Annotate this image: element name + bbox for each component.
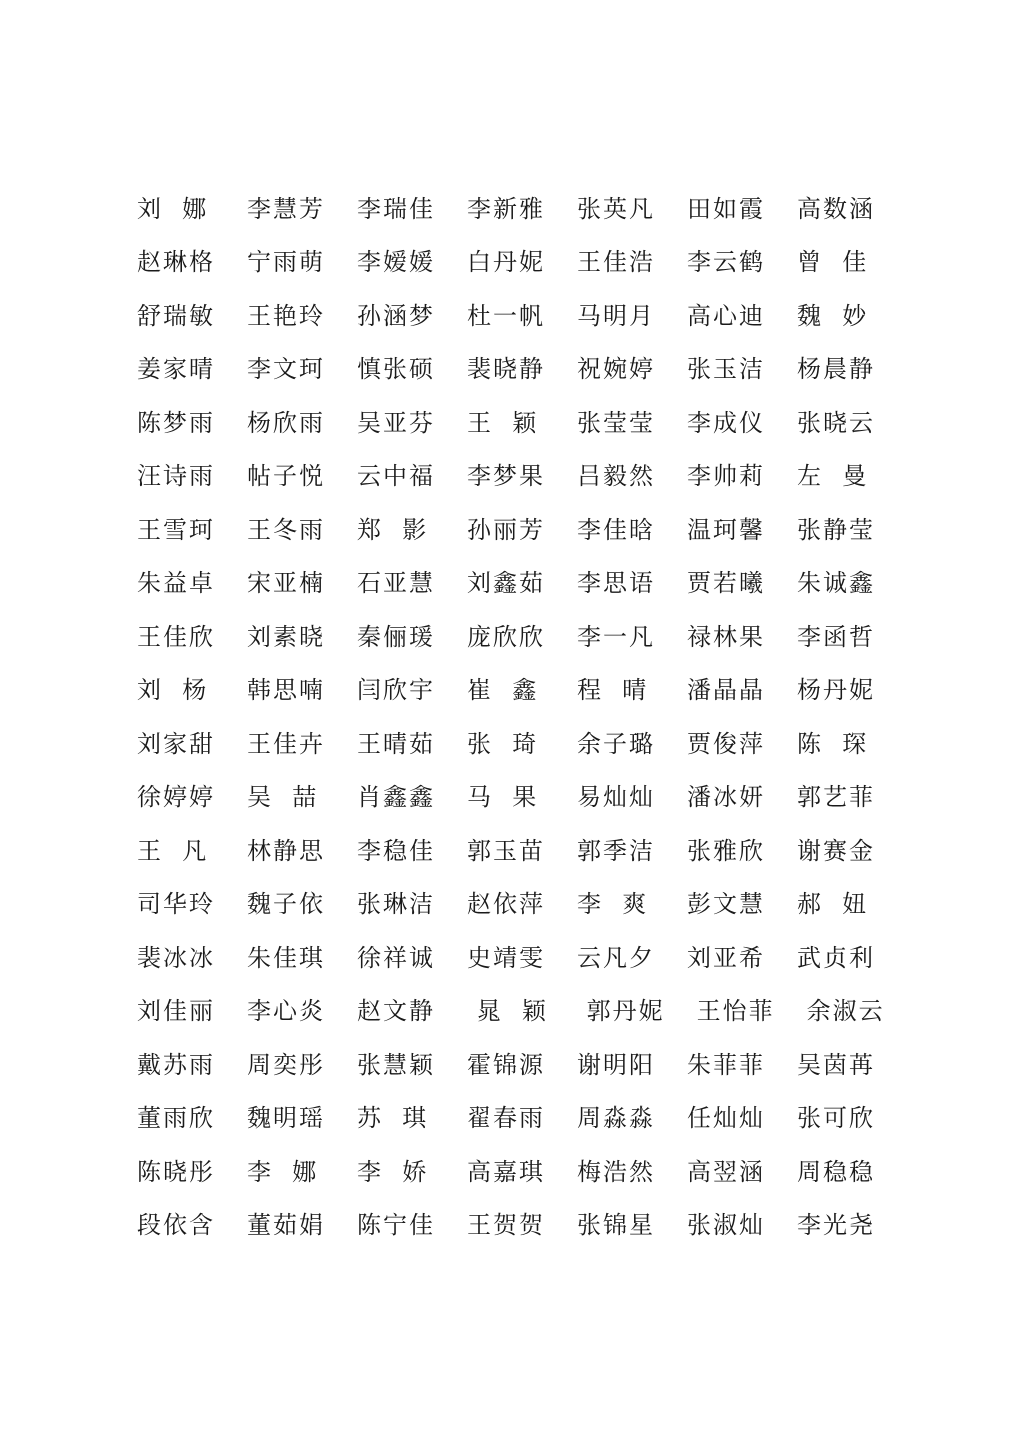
- name-entry: 翟春雨: [467, 1104, 545, 1133]
- name-entry: 潘冰妍: [687, 783, 765, 812]
- name-entry: 马明月: [577, 301, 655, 330]
- name-entry: 韩思喃: [247, 676, 325, 705]
- name-entry: 周淼淼: [577, 1104, 655, 1133]
- name-row: [137, 1199, 907, 1253]
- name-entry: 帖子悦: [247, 462, 325, 491]
- name-entry: 慎张硕: [357, 355, 435, 384]
- name-entry: 李佳晗: [577, 515, 655, 544]
- name-entry: 郭季洁: [577, 836, 655, 865]
- name-entry: 王贺贺: [467, 1211, 545, 1240]
- name-entry: 高翌涵: [687, 1157, 765, 1186]
- name-entry: 李光尧: [797, 1211, 875, 1240]
- name-entry: 李云鹤: [687, 248, 765, 277]
- name-entry: 周奕彤: [247, 1050, 325, 1079]
- name-entry: 朱菲菲: [687, 1050, 765, 1079]
- name-entry: 司华玲: [137, 890, 215, 919]
- name-entry: 曾 佳: [797, 248, 869, 277]
- name-entry: 李慧芳: [247, 194, 325, 223]
- name-entry: 舒瑞敏: [137, 301, 215, 330]
- name-entry: 郭丹妮: [577, 997, 665, 1026]
- name-entry: 高嘉琪: [467, 1157, 545, 1186]
- name-entry: 高数涵: [797, 194, 875, 223]
- name-entry: 潘晶晶: [687, 676, 765, 705]
- name-entry: 李函哲: [797, 622, 875, 651]
- name-row: [137, 236, 907, 290]
- name-entry: 宁雨萌: [247, 248, 325, 277]
- name-entry: 张雅欣: [687, 836, 765, 865]
- name-entry: 董茹娟: [247, 1211, 325, 1240]
- name-entry: 李梦果: [467, 462, 545, 491]
- name-entry: 霍锦源: [467, 1050, 545, 1079]
- name-entry: 任灿灿: [687, 1104, 765, 1133]
- name-entry: 李思语: [577, 569, 655, 598]
- name-entry: 张锦星: [577, 1211, 655, 1240]
- name-entry: 李文珂: [247, 355, 325, 384]
- name-entry: 裴晓静: [467, 355, 545, 384]
- name-entry: 王晴茹: [357, 729, 435, 758]
- name-entry: 程 晴: [577, 676, 649, 705]
- name-row: [137, 289, 907, 343]
- name-entry: 李一凡: [577, 622, 655, 651]
- name-entry: 陈梦雨: [137, 408, 215, 437]
- name-entry: 杜一帆: [467, 301, 545, 330]
- name-entry: 王佳浩: [577, 248, 655, 277]
- name-row: [137, 396, 907, 450]
- name-entry: 李稳佳: [357, 836, 435, 865]
- name-entry: 吴亚芬: [357, 408, 435, 437]
- name-entry: 李 爽: [577, 890, 649, 919]
- name-entry: 禄林果: [687, 622, 765, 651]
- name-entry: 张淑灿: [687, 1211, 765, 1240]
- name-entry: 张莹莹: [577, 408, 655, 437]
- name-entry: 李嫒媛: [357, 248, 435, 277]
- name-row: [137, 717, 907, 771]
- name-entry: 云凡夕: [577, 943, 655, 972]
- name-entry: 王佳欣: [137, 622, 215, 651]
- name-entry: 李 娇: [357, 1157, 429, 1186]
- name-row: [137, 824, 907, 878]
- name-row: [137, 1038, 907, 1092]
- name-entry: 苏 琪: [357, 1104, 429, 1133]
- name-entry: 马 果: [467, 783, 539, 812]
- name-row: [137, 985, 907, 1039]
- name-entry: 易灿灿: [577, 783, 655, 812]
- name-entry: 张慧颖: [357, 1050, 435, 1079]
- name-entry: 云中福: [357, 462, 435, 491]
- name-list: [137, 182, 907, 1252]
- name-row: [137, 931, 907, 985]
- name-entry: 朱佳琪: [247, 943, 325, 972]
- name-entry: 赵依萍: [467, 890, 545, 919]
- name-entry: 陈宁佳: [357, 1211, 435, 1240]
- name-entry: 宋亚楠: [247, 569, 325, 598]
- name-entry: 张琳洁: [357, 890, 435, 919]
- name-entry: 贾若曦: [687, 569, 765, 598]
- name-entry: 祝婉婷: [577, 355, 655, 384]
- name-entry: 董雨欣: [137, 1104, 215, 1133]
- name-entry: 陈 琛: [797, 729, 869, 758]
- name-entry: 赵文静: [357, 997, 435, 1026]
- name-row: [137, 343, 907, 397]
- name-entry: 王 凡: [137, 836, 209, 865]
- name-entry: 刘家甜: [137, 729, 215, 758]
- name-entry: 吴茵苒: [797, 1050, 875, 1079]
- name-entry: 王艳玲: [247, 301, 325, 330]
- name-entry: 朱诚鑫: [797, 569, 875, 598]
- name-entry: 李 娜: [247, 1157, 319, 1186]
- name-row: [137, 503, 907, 557]
- name-row: [137, 182, 907, 236]
- name-entry: 杨晨静: [797, 355, 875, 384]
- name-entry: 石亚慧: [357, 569, 435, 598]
- name-entry: 刘 娜: [137, 194, 209, 223]
- name-entry: 吴 喆: [247, 783, 319, 812]
- name-entry: 朱益卓: [137, 569, 215, 598]
- name-entry: 张玉洁: [687, 355, 765, 384]
- name-entry: 张 琦: [467, 729, 539, 758]
- name-entry: 王怡菲: [687, 997, 775, 1026]
- name-entry: 赵琳格: [137, 248, 215, 277]
- name-entry: 徐婷婷: [137, 783, 215, 812]
- name-entry: 戴苏雨: [137, 1050, 215, 1079]
- name-entry: 郝 妞: [797, 890, 869, 919]
- name-entry: 秦俪瑗: [357, 622, 435, 651]
- name-entry: 温珂馨: [687, 515, 765, 544]
- name-row: [137, 878, 907, 932]
- name-entry: 王佳卉: [247, 729, 325, 758]
- name-entry: 李帅莉: [687, 462, 765, 491]
- name-entry: 杨欣雨: [247, 408, 325, 437]
- name-entry: 闫欣宇: [357, 676, 435, 705]
- name-entry: 肖鑫鑫: [357, 783, 435, 812]
- name-entry: 刘佳丽: [137, 997, 215, 1026]
- name-entry: 李新雅: [467, 194, 545, 223]
- name-entry: 吕毅然: [577, 462, 655, 491]
- name-entry: 徐祥诚: [357, 943, 435, 972]
- name-entry: 余子璐: [577, 729, 655, 758]
- name-entry: 谢明阳: [577, 1050, 655, 1079]
- name-entry: 刘亚希: [687, 943, 765, 972]
- name-row: [137, 610, 907, 664]
- name-entry: 段依含: [137, 1211, 215, 1240]
- name-entry: 张静莹: [797, 515, 875, 544]
- name-entry: 张可欣: [797, 1104, 875, 1133]
- name-entry: 刘鑫茹: [467, 569, 545, 598]
- name-entry: 王雪珂: [137, 515, 215, 544]
- name-entry: 郭艺菲: [797, 783, 875, 812]
- name-entry: 崔 鑫: [467, 676, 539, 705]
- name-entry: 梅浩然: [577, 1157, 655, 1186]
- name-entry: 孙涵梦: [357, 301, 435, 330]
- name-entry: 高心迪: [687, 301, 765, 330]
- name-entry: 田如霞: [687, 194, 765, 223]
- name-entry: 白丹妮: [467, 248, 545, 277]
- name-entry: 裴冰冰: [137, 943, 215, 972]
- name-entry: 李瑞佳: [357, 194, 435, 223]
- name-entry: 李成仪: [687, 408, 765, 437]
- name-row: [137, 664, 907, 718]
- name-entry: 汪诗雨: [137, 462, 215, 491]
- name-entry: 杨丹妮: [797, 676, 875, 705]
- name-row: [137, 1145, 907, 1199]
- name-entry: 姜家晴: [137, 355, 215, 384]
- name-entry: 谢赛金: [797, 836, 875, 865]
- name-entry: 李心炎: [247, 997, 325, 1026]
- name-entry: 魏明瑶: [247, 1104, 325, 1133]
- name-entry: 刘 杨: [137, 676, 209, 705]
- name-entry: 庞欣欣: [467, 622, 545, 651]
- name-entry: 王冬雨: [247, 515, 325, 544]
- name-entry: 魏子依: [247, 890, 325, 919]
- name-entry: 孙丽芳: [467, 515, 545, 544]
- name-entry: 晁 颖: [467, 997, 548, 1026]
- name-entry: 张晓云: [797, 408, 875, 437]
- name-entry: 王 颖: [467, 408, 539, 437]
- name-entry: 周稳稳: [797, 1157, 875, 1186]
- name-entry: 张英凡: [577, 194, 655, 223]
- name-entry: 刘素晓: [247, 622, 325, 651]
- name-entry: 郑 影: [357, 515, 429, 544]
- name-row: [137, 1092, 907, 1146]
- name-entry: 郭玉苗: [467, 836, 545, 865]
- name-entry: 魏 妙: [797, 301, 869, 330]
- name-entry: 彭文慧: [687, 890, 765, 919]
- name-entry: 左 曼: [797, 462, 869, 491]
- name-row: [137, 450, 907, 504]
- name-entry: 史靖雯: [467, 943, 545, 972]
- name-entry: 余淑云: [797, 997, 885, 1026]
- name-row: [137, 557, 907, 611]
- name-entry: 林静思: [247, 836, 325, 865]
- name-row: [137, 771, 907, 825]
- name-entry: 贾俊萍: [687, 729, 765, 758]
- name-entry: 武贞利: [797, 943, 875, 972]
- name-entry: 陈晓彤: [137, 1157, 215, 1186]
